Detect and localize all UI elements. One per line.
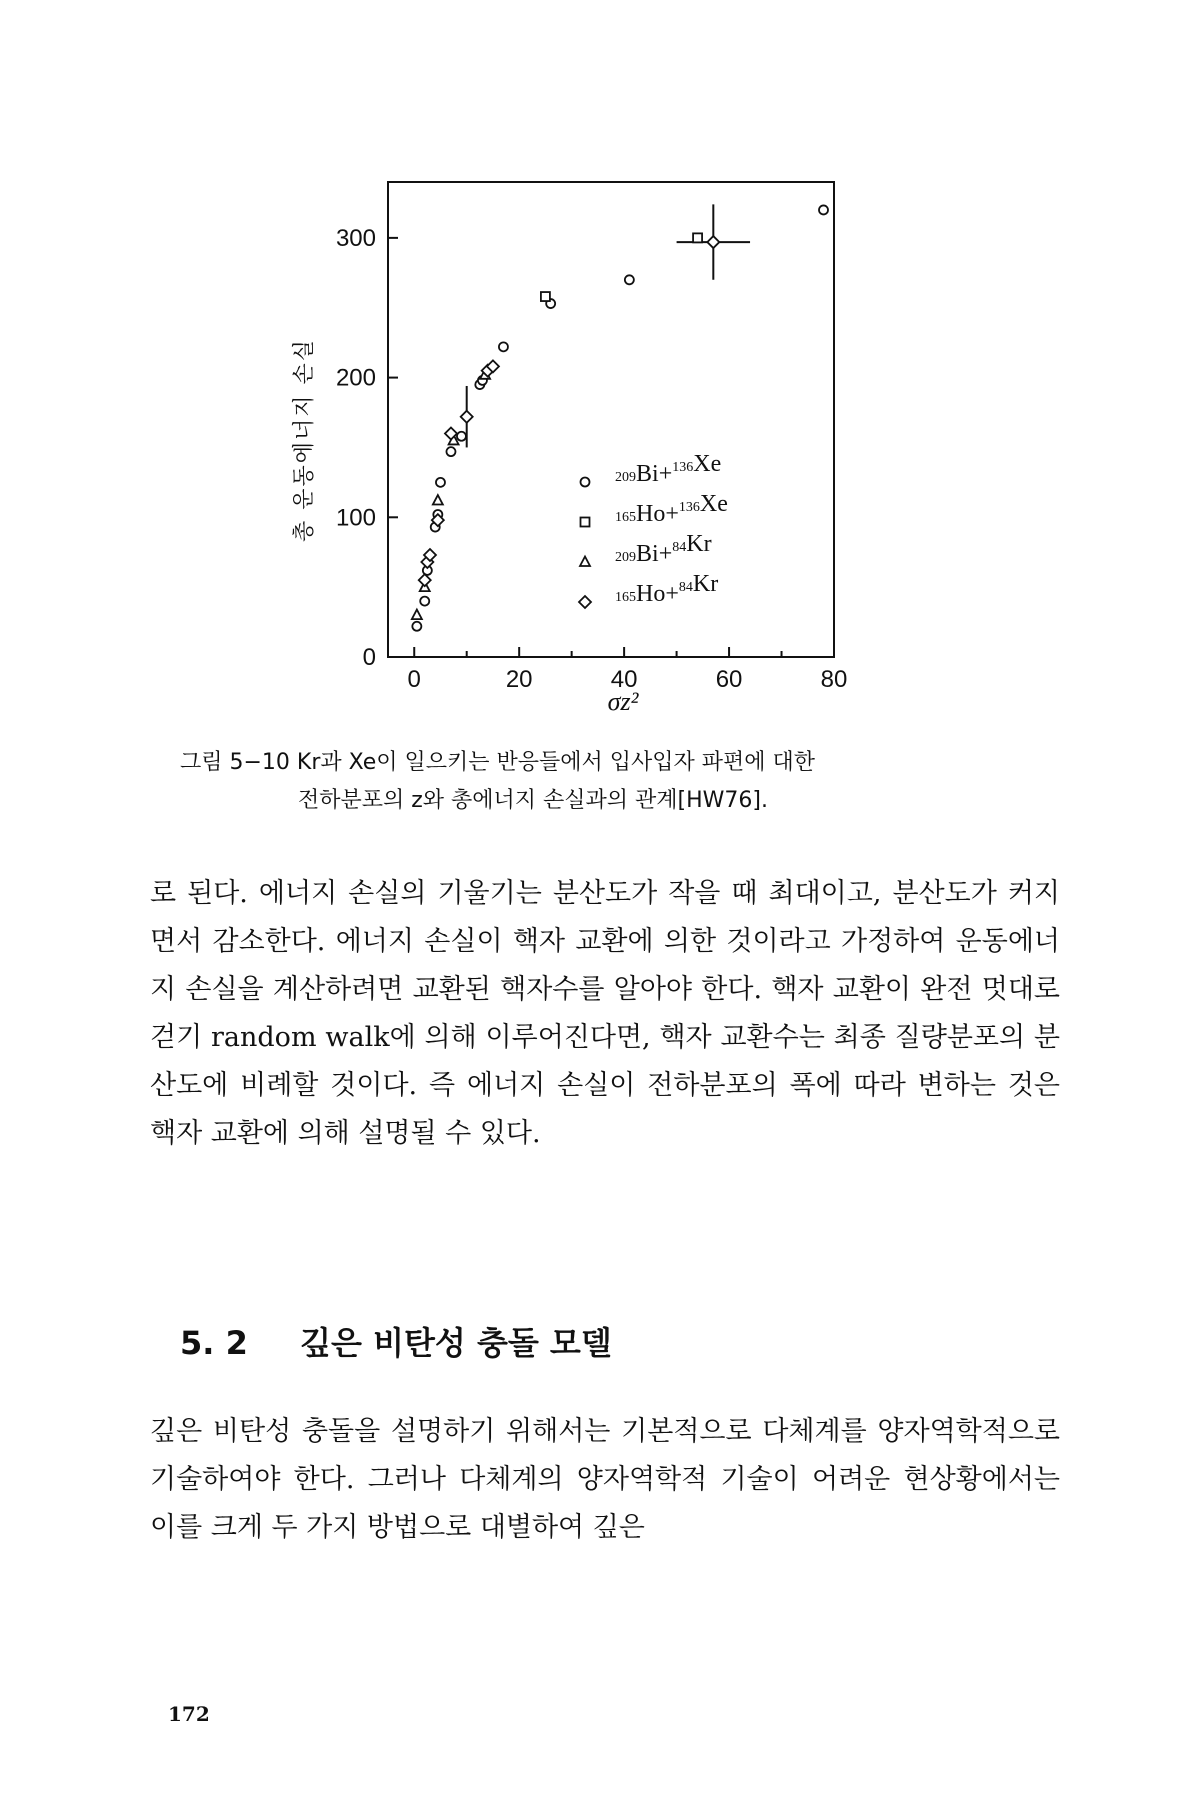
legend-entry [615,531,712,567]
legend-superscript: 209 [615,550,636,565]
legend-text-part: Kr [686,531,712,557]
legend-marker [581,478,590,487]
body-paragraph-1: 로 된다. 에너지 손실의 기울기는 분산도가 작을 때 최대이고, 분산도가 커지면서 감소한다. 에너지 손실이 핵자 교환에 의한 것이라고 가정하여 운동에너지 손실을 계산하려면 교환된 핵자수를 알아야 한다. 핵자 교환이 완전 멋대로 걷기 random walk에 의해 이루어진다면, 핵자 교환수는 최종 질량분포의 분산도에 비례할 것이다. 즉 에너지 손실이 전하분포의 폭에 따라 변하는 것은 핵자 교환에 의해 설명될 수 있다. [150,878,1060,1149]
x-tick-label: 80 [820,666,848,693]
square-point [541,292,550,301]
legend-text-part: + [665,501,679,527]
legend-text-part: Ho [636,501,666,527]
scatter-chart [0,0,1200,720]
circle-point [446,447,455,456]
legend-superscript: 84 [678,580,693,595]
x-tick-label: 0 [407,666,421,693]
legend-superscript: 84 [672,540,687,555]
legend-text-part: Xe [693,451,722,477]
y-tick-label: 100 [335,504,376,532]
section-heading [180,1318,612,1364]
legend-entry [615,491,728,527]
section-title: 깊은 비탄성 충돌 모델 [300,1324,612,1362]
page-number: 172 [168,1702,210,1726]
y-tick-label: 300 [335,224,376,252]
legend-superscript: 136 [678,500,700,515]
section-number: 5. 2 [180,1324,248,1362]
y-axis-label: 총 운동에너지 손실 [292,337,317,543]
y-tick-label: 0 [362,644,376,671]
figure [0,0,1200,720]
body-paragraph-2: 깊은 비탄성 충돌을 설명하기 위해서는 기본적으로 다체계를 양자역학적으로 기술하여야 한다. 그러나 다체계의 양자역학적 기술이 어려운 현상황에서는 이를 크게 두 가지 방법으로 대별하여 깊은 [150,1416,1060,1543]
x-axis-label: σz² [607,687,639,716]
legend-superscript: 165 [615,510,636,525]
figure-caption [180,744,1040,820]
legend-superscript: 136 [672,460,694,475]
caption-line-1: 그림 5−10 Kr과 Xe이 일으키는 반응들에서 입사입자 파편에 대한 [180,750,816,775]
circle-point [436,478,445,487]
x-tick-label: 20 [505,666,533,693]
legend-text-part: Bi [636,461,659,487]
triangle-point [412,610,422,620]
diamond-point [461,411,473,423]
legend-entry [615,451,721,487]
triangle-point [433,495,443,505]
legend-marker [581,518,590,527]
circle-point [457,432,466,441]
legend-text-part: + [658,461,673,487]
legend-superscript: 209 [615,470,636,485]
y-tick-label: 200 [335,364,376,392]
plot-frame [388,182,834,657]
x-tick-label: 40 [610,666,638,693]
x-tick-label: 60 [715,666,743,693]
legend-text-part: Bi [636,541,659,567]
legend-marker [579,596,591,608]
diamond-point [707,236,719,248]
legend-text-part: Ho [636,581,666,607]
legend-superscript: 165 [615,590,636,605]
circle-point [499,342,508,351]
legend-text-part: + [665,581,679,607]
legend-text-part: Xe [699,491,728,517]
square-point [693,233,702,242]
circle-point [819,205,828,214]
legend-text-part: + [658,541,673,567]
circle-point [420,597,429,606]
caption-line-2: 전하분포의 z와 총에너지 손실과의 관계[HW76]. [298,788,769,813]
circle-point [625,275,634,284]
legend-marker [580,557,590,567]
legend-entry [615,571,718,607]
diamond-point [419,574,431,586]
circle-point [412,622,421,631]
legend-text-part: Kr [692,571,719,597]
